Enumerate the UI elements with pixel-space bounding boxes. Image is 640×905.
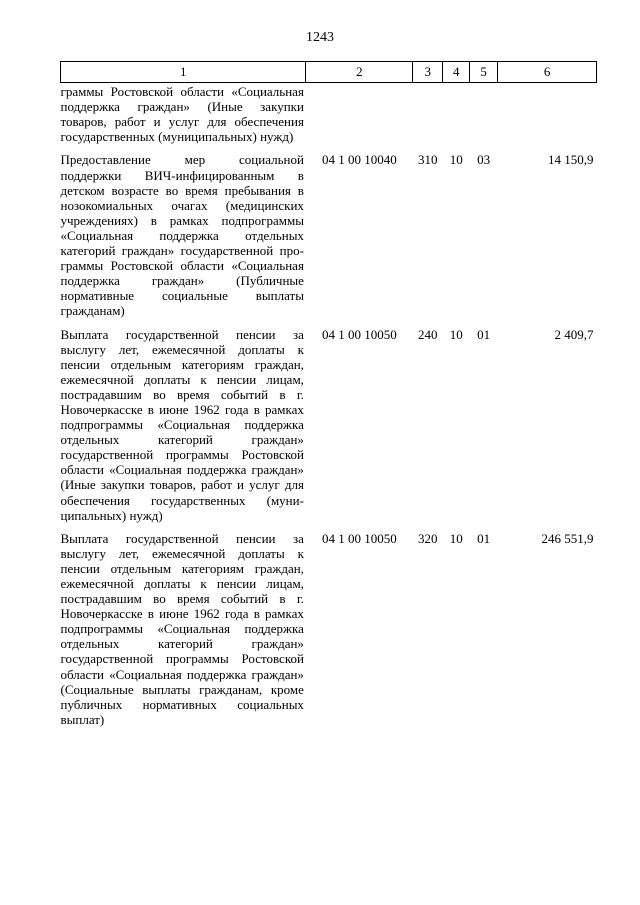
row-col5: 01 [477, 326, 491, 342]
column-header-4: 4 [443, 62, 470, 83]
row-col3: 320 [418, 530, 438, 546]
row-col4: 10 [449, 530, 463, 546]
row-col3 [413, 83, 443, 145]
column-header-row [61, 62, 597, 83]
row-code: 04 1 00 10050 [322, 326, 397, 342]
row-col4: 10 [449, 326, 463, 342]
row-description: Предоставление мер социальной поддержки ВИЧ-инфицированным в детском возрасте во время пребывания в нозокомиальных очагах (медицинских учреждениях) в рамках подпрограммы «Социальная поддержка отдельных категорий граждан» государственной программы Ростовской области «Социальная поддержка граждан» (Публичные нормативные социальные выплаты гражданам) [60, 152, 304, 319]
column-header-5: 5 [470, 62, 498, 83]
row-amount [498, 83, 597, 145]
table-row [61, 327, 597, 523]
row-col5 [470, 83, 498, 145]
column-header-6: 6 [498, 62, 597, 83]
row-description: Выплата государственной пенсии за выслугу лет, ежемесячной доплаты к пенсии отдельным категориям граждан, ежемесячной доплаты к пенсии лицам, пострадавшим во время событий в г. Новочеркасске в июне 1962 года в рамках подпрограммы «Социальная поддержка отдельных категорий граждан» государственной программы Ростовской области «Социальная поддержка граждан» (Социальные выплаты гражданам, кроме публичных нормативных социальных выплат) [60, 530, 304, 727]
column-header-2: 2 [306, 62, 413, 83]
row-description: Выплата государственной пенсии за выслугу лет, ежемесячной доплаты к пенсии отдельным категориям граждан, ежемесячной доплаты к пенсии лицам, пострадавшим во время событий в г. Новочеркасске в июне 1962 года в рамках подпрограммы «Социальная поддержка отдельных категорий граждан» государственной программы Ростовской области «Социальная поддержка граждан» (Иные закупки товаров, работ и услуг для обеспечения государственных (муниципальных) нужд) [60, 326, 304, 523]
page-number: 1243 [306, 30, 334, 45]
column-header-3: 3 [413, 62, 443, 83]
table-row [61, 152, 597, 318]
row-col5: 01 [477, 530, 491, 546]
row-code: 04 1 00 10040 [322, 152, 397, 168]
budget-table [60, 61, 597, 727]
row-col5: 03 [477, 152, 491, 168]
row-col4 [443, 83, 470, 145]
column-header-1: 1 [61, 62, 306, 83]
table-row [61, 531, 597, 727]
table-row [61, 83, 597, 145]
row-amount: 246 551,9 [541, 530, 594, 546]
row-amount: 14 150,9 [548, 152, 594, 168]
row-col4: 10 [449, 152, 463, 168]
row-col3: 240 [418, 326, 438, 342]
row-amount: 2 409,7 [554, 326, 594, 342]
row-description: граммы Ростовской области «Социальная поддержка граждан» (Иные закупки товаров, работ и услуг для обеспечения государственных (муниципальных) нужд) [60, 84, 304, 145]
row-col3: 310 [418, 152, 438, 168]
row-code: 04 1 00 10050 [322, 530, 397, 546]
row-code [306, 83, 413, 145]
